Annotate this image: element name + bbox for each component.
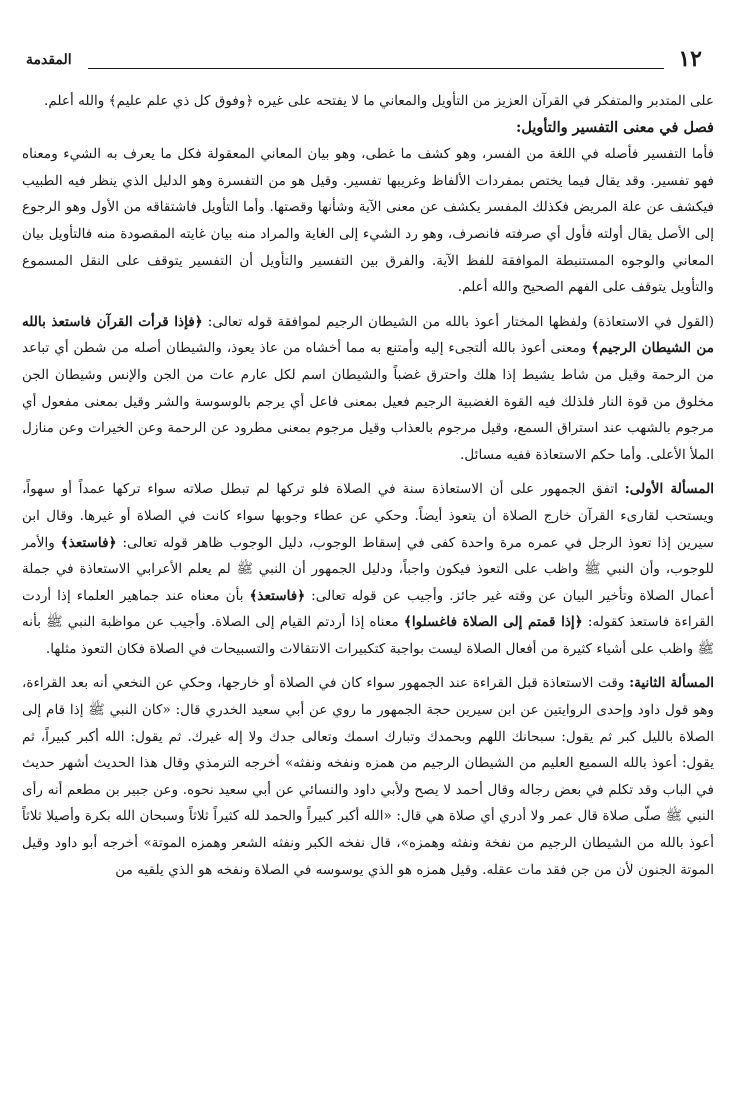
istiadha-lead: (القول في الاستعاذة) ولفظها المختار أعوذ بالله من الشيطان الرجيم لموافقة قوله تعالى: xyxy=(202,313,714,330)
quran-verse: ﴿إذا قمتم إلى الصلاة فاغسلوا﴾ xyxy=(403,614,583,631)
first-issue-text: والأمر للوجوب، وأن النبي ﷺ واظب على التعوذ فيكون واجباً، ودليل الجمهور أن النبي ﷺ لم يعلم الأعرابي الاستعاذة في جملة أعمال الصلاة وتأخير البيان عن وقته غير جائز. وأجيب عن قوله تعالى: xyxy=(22,534,714,604)
second-issue-text: أخرجه الترمذي وقال هذا الحديث أشهر حديث في الباب وقد تكلم في بعض رجاله وقال أحمد لا يصح ولأبي داود والنسائي عن أبي سعيد نحوه. وعن جبير بن مطعم أنه رأى النبي ﷺ صلّى صلاة قال عمر ولا أدري أي صلاة هي قال: xyxy=(22,755,714,825)
first-issue-paragraph xyxy=(22,476,714,662)
paragraph-gap xyxy=(22,662,714,670)
hadith-quote: «الله أكبر كبيراً والحمد لله كثيراً ثلاثاً وسبحان الله بكرة وأصيلا ثلاثاً أعوذ بالله من الشيطان الرجيم من نفخة ونفثه وهمزه» xyxy=(22,808,714,852)
first-issue-label: المسألة الأولى: xyxy=(624,481,714,498)
first-issue-text: بأن معناه عند جماهير العلماء إذا أردت القراءة فاستعذ كقوله: xyxy=(22,587,715,631)
intro-paragraph: على المتدبر والمتفكر في القرآن العزيز من التأويل والمعاني ما لا يفتحه على غيره ﴿وفوق كل ذي علم عليم﴾ والله أعلم. xyxy=(44,93,714,109)
header-rule xyxy=(88,68,664,69)
running-title: المقدمة xyxy=(26,52,72,68)
quran-verse: ﴿فإذا قرأت القرآن فاستعذ بالله من الشيطان الرجيم﴾ xyxy=(22,313,714,357)
second-issue-paragraph xyxy=(22,670,714,883)
page-header xyxy=(26,46,702,78)
hadith-quote: «كان النبي ﷺ إذا قام إلى الصلاة بالليل كبر ثم يقول: سبحانك اللهم وبحمدك وتبارك اسمك وتعالى جدك ولا إله غيرك. ثم يقول: الله أكبر كبيراً، ثم يقول: أعوذ بالله السميع العليم من الشيطان الرجيم من همزه ونفخه ونفثه» xyxy=(22,702,714,772)
tafsir-paragraph: فأما التفسير فأصله في اللغة من الفسر، وهو كشف ما غطى، وهو بيان المعاني المعقولة فكل ما يعرف به الشيء ومعناه فهو تفسير. وقد يقال فيما يختص بمفردات الألفاظ وغريبها تفسير. وقيل هو من التفسرة وهو الدليل الذي ينظر فيه الطبيب فيكشف عن علة المريض فكذلك المفسر يكشف عن معنى الآية وشأنها وقصتها. وأما التأويل فاشتقاقه من الأول وهو الرجوع إلى الأصل يقال أولته فأول أي صرفته فانصرف، وهو رد الشيء إلى الغاية والمراد منه بيان غايته المقصودة منه فالتأويل بيان المعاني والوجوه المستنبطة الموافقة للفظ الآية. والفرق بين التفسير والتأويل أن التفسير يتوقف على النقل المسموع والتأويل يتوقف على الفهم الصحيح والله أعلم. xyxy=(22,146,714,296)
second-issue-text: ، قال نفخه الكبر ونفثه الشعر وهمزه الموتة» أخرجه أبو داود وقيل الموتة الجنون لأن من جن فقد مات عقله. وقيل همزه هو الذي يوسوسه في الصلاة ونفخه هو الذي يلقيه من xyxy=(22,835,714,878)
section-heading: فصل في معنى التفسير والتأويل: xyxy=(515,118,714,136)
istiadha-text: ومعنى أعوذ بالله ألتجىء إليه وأمتنع به مما أخشاه من عاذ يعوذ، والشيطان أصله من شطن أي تباعد من الرحمة وقيل من شاط يشيط إذا هلك واحترق غضباً والشيطان اسم لكل عارم عات من الجن والإنس وشيطان الجن مخلوق من قوة النار فلذلك فيه القوة الغضبية الرجيم فعيل بمعنى فاعل أي يرجم بالوسوسة والشر وقيل بمعنى مفعول أي مرجوم بالشهب عند استراق السمع، وقيل مرجوم بالعذاب وقيل مرجوم بمعنى مطرود عن الرحمة وعن الخيرات وعن منازل الملأ الأعلى. وأما حكم الاستعاذة ففيه مسائل. xyxy=(22,340,714,463)
quran-verse: ﴿فاستعذ﴾ xyxy=(249,587,306,604)
second-issue-text: وقت الاستعاذة قبل القراءة عند الجمهور سواء كان في الصلاة أو خارجها، وحكي عن النخعي أنه بعد القراءة، وهو قول داود وإحدى الروايتين عن ابن سيرين حجة الجمهور ما روي عن أبي سعيد الخدري قال: xyxy=(22,675,714,719)
first-issue-text: اتفق الجمهور على أن الاستعاذة سنة في الصلاة فلو تركها لم تبطل صلاته سواء تركها عمداً أو سهواً، ويستحب لقارىء القرآن خارج الصلاة أن يتعوذ أيضاً. وحكي عن عطاء وجوبها سواء كانت في الصلاة أو غيرها. وقال ابن سيرين إذا تعوذ الرجل في عمره مرة واحدة كفى في إسقاط الوجوب، دليل الوجوب ظاهر قوله تعالى: xyxy=(22,481,714,551)
page-number: ١٢ xyxy=(678,46,702,72)
istiadha-paragraph xyxy=(22,309,714,469)
paragraph-gap xyxy=(22,468,714,476)
page-body xyxy=(22,88,714,883)
paragraph-gap xyxy=(22,301,714,309)
quran-verse: ﴿فاستعذ﴾ xyxy=(60,534,117,551)
first-issue-text: معناه إذا أردتم القيام إلى الصلاة. وأجيب عن مواظبة النبي ﷺ بأنه ﷺ واظب على أشياء كثيرة من أفعال الصلاة ليست بواجبة كتكبيرات الانتقالات والتسبيحات في الصلاة فكان التعوذ مثلها. xyxy=(22,614,714,657)
second-issue-label: المسألة الثانية: xyxy=(629,675,714,692)
